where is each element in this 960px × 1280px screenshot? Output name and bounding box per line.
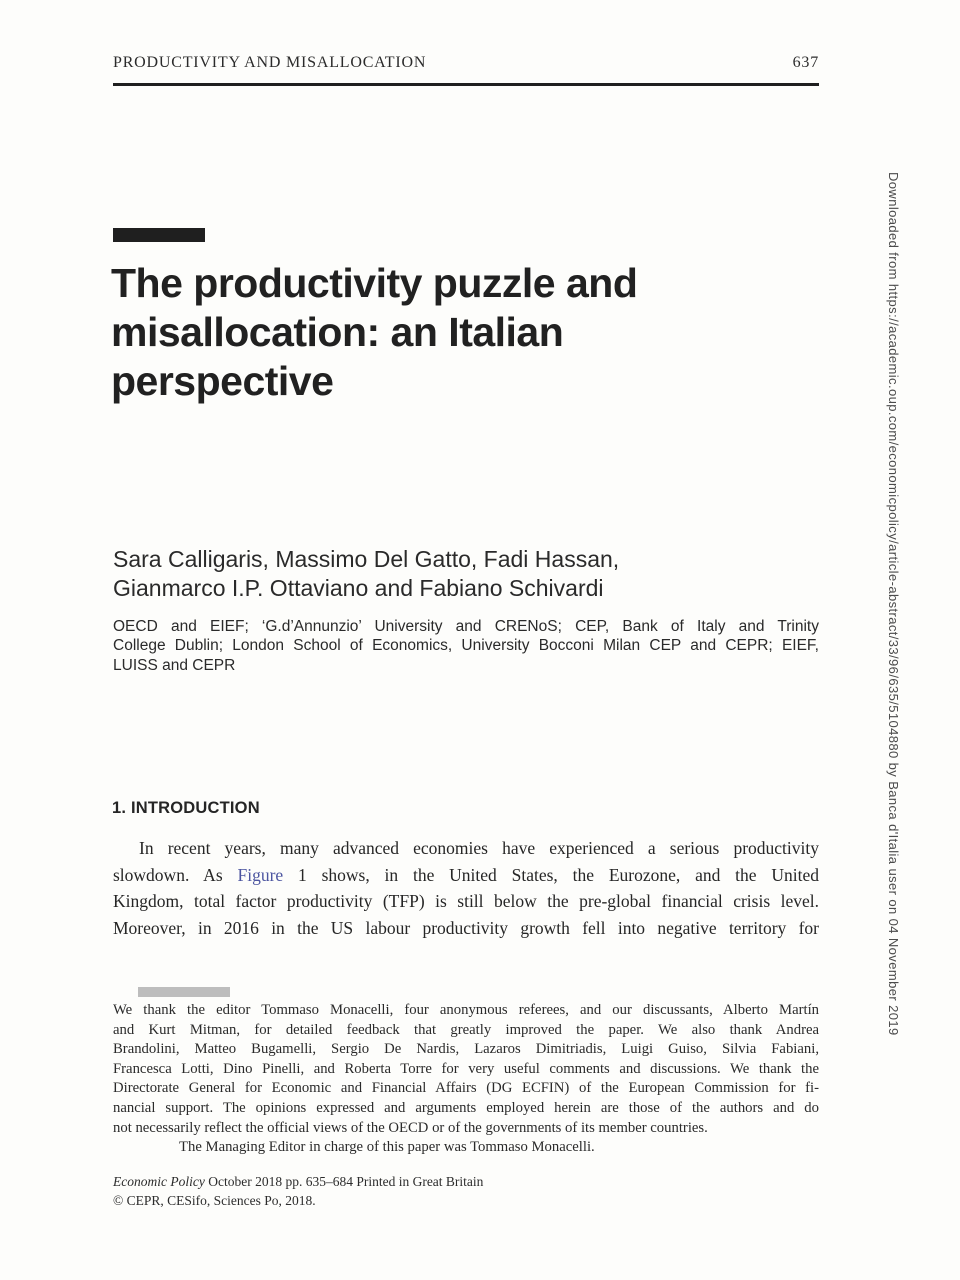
imprint-details: October 2018 pp. 635–684 Printed in Great Britain (204, 1174, 484, 1189)
intro-paragraph-line (113, 862, 819, 889)
footnote-line: We thank the editor Tommaso Monacelli, four anonymous referees, and our discussants, Alberto Martín (113, 1002, 819, 1018)
figure-1-link[interactable]: Figure (237, 864, 284, 885)
intro-paragraph-line: Kingdom, total factor productivity (TFP) is still below the pre-global financial crisis level. (113, 891, 819, 912)
intro-paragraph-line: In recent years, many advanced economies have experienced a serious productivity (139, 838, 819, 858)
page-number: 637 (792, 54, 819, 71)
affiliation-line: LUISS and CEPR (113, 656, 236, 674)
author-line: Sara Calligaris, Massimo Del Gatto, Fadi Hassan, (113, 546, 620, 572)
affiliation-line: College Dublin; London School of Economics, University Bocconi Milan CEP and CEPR; EIEF, (113, 637, 819, 655)
footnote-line: Francesca Lotti, Dino Pinelli, and Roberta Torre for very useful comments and discussions. We thank the (113, 1060, 819, 1077)
footnote-line: not necessarily reflect the official views of the OECD or of the governments of its member countries. (113, 1119, 708, 1136)
footnote-marker-bar (138, 987, 230, 997)
affiliation-line: OECD and EIEF; ‘G.d’Annunzio’ University and CRENoS; CEP, Bank of Italy and Trinity (113, 618, 819, 635)
intro-text-segment: 1 shows, in the United States, the Eurozone, and the United (283, 864, 820, 885)
download-provenance-watermark: Downloaded from https://academic.oup.com/economicpolicy/article-abstract/33/96/635/5104880 by Banca d'Italia user on 04 November 2019 (886, 172, 901, 1036)
title-accent-bar (113, 228, 205, 242)
article-title-line: perspective (111, 358, 334, 404)
author-line: Gianmarco I.P. Ottaviano and Fabiano Schivardi (113, 575, 604, 601)
imprint-line (113, 1172, 819, 1191)
footnote-line: Directorate General for Economic and Financial Affairs (DG ECFIN) of the European Commission for fi- (113, 1080, 819, 1097)
journal-name: Economic Policy (113, 1174, 205, 1189)
intro-text-segment: slowdown. As (113, 864, 238, 885)
intro-paragraph-line: Moreover, in 2016 in the US labour productivity growth fell into negative territory for (113, 917, 819, 938)
author-list (113, 545, 819, 603)
journal-imprint (113, 1172, 819, 1210)
footnote-line: Brandolini, Matteo Bugamelli, Sergio De Nardis, Lazaros Dimitriadis, Luigi Guiso, Silvia Fabiani, (113, 1041, 819, 1058)
article-title (111, 259, 771, 406)
section-heading-introduction: 1. INTRODUCTION (112, 799, 260, 817)
affiliations (113, 617, 819, 675)
header-rule (113, 83, 819, 86)
managing-editor-note: The Managing Editor in charge of this paper was Tommaso Monacelli. (179, 1139, 595, 1156)
acknowledgements-footnote (113, 1001, 819, 1158)
running-title: PRODUCTIVITY AND MISALLOCATION (113, 54, 427, 71)
running-header (113, 54, 819, 72)
footnote-line: and Kurt Mitman, for detailed feedback that greatly improved the paper. We also thank Andrea (113, 1021, 819, 1038)
intro-paragraph (113, 835, 819, 941)
article-title-line: misallocation: an Italian (111, 309, 564, 355)
footnote-line: nancial support. The opinions expressed and arguments employed herein are those of the authors and do (113, 1099, 819, 1116)
article-title-line: The productivity puzzle and (111, 260, 638, 306)
copyright-line: © CEPR, CESifo, Sciences Po, 2018. (113, 1193, 316, 1208)
